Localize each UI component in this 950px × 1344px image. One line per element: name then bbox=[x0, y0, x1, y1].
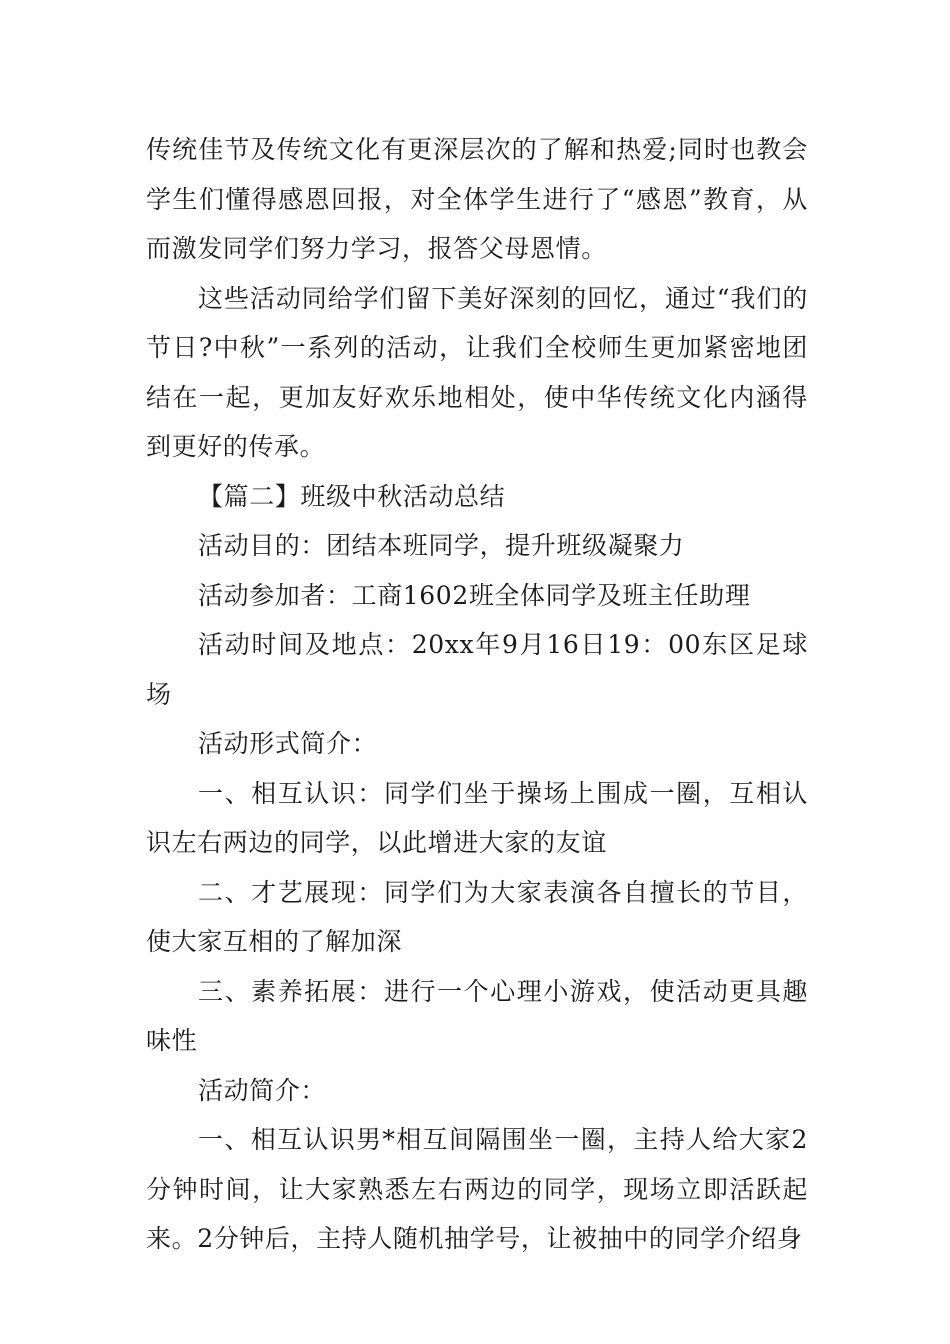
paragraph-1: 传统佳节及传统文化有更深层次的了解和热爱;同时也教会学生们懂得感恩回报，对全体学生进行了“感恩”教育，从而激发同学们努力学习，报答父母恩情。 bbox=[146, 135, 808, 263]
activity-purpose: 活动目的：团结本班同学，提升班级凝聚力 bbox=[198, 531, 685, 560]
intro-item-1: 一、相互认识男*相互间隔围坐一圈，主持人给大家2分钟时间，让大家熟悉左右两边的同学，现场立即活跃起来。2分钟后，主持人随机抽学号，让被抽中的同学介绍身 bbox=[146, 1125, 808, 1253]
format-item-2: 二、才艺展现：同学们为大家表演各自擅长的节目，使大家互相的了解加深 bbox=[146, 877, 808, 956]
activity-time-place: 活动时间及地点：20xx年9月16日19：00东区足球场 bbox=[146, 630, 808, 709]
activity-participants: 活动参加者：工商1602班全体同学及班主任助理 bbox=[198, 580, 751, 610]
activity-intro-heading: 活动简介： bbox=[198, 1075, 327, 1105]
format-item-3: 三、素养拓展：进行一个心理小游戏，使活动更具趣味性 bbox=[146, 976, 808, 1055]
section-heading: 【篇二】班级中秋活动总结 bbox=[198, 481, 506, 511]
format-item-1: 一、相互认识：同学们坐于操场上围成一圈，互相认识左右两边的同学，以此增进大家的友谊 bbox=[146, 778, 808, 857]
activity-format-heading: 活动形式简介： bbox=[198, 729, 378, 758]
paragraph-2: 这些活动同给学们留下美好深刻的回忆，通过“我们的节日?中秋”一系列的活动，让我们全校师生更加紧密地团结在一起，更加友好欢乐地相处，使中华传统文化内涵得到更好的传承。 bbox=[146, 283, 808, 461]
document-body bbox=[146, 125, 808, 1264]
